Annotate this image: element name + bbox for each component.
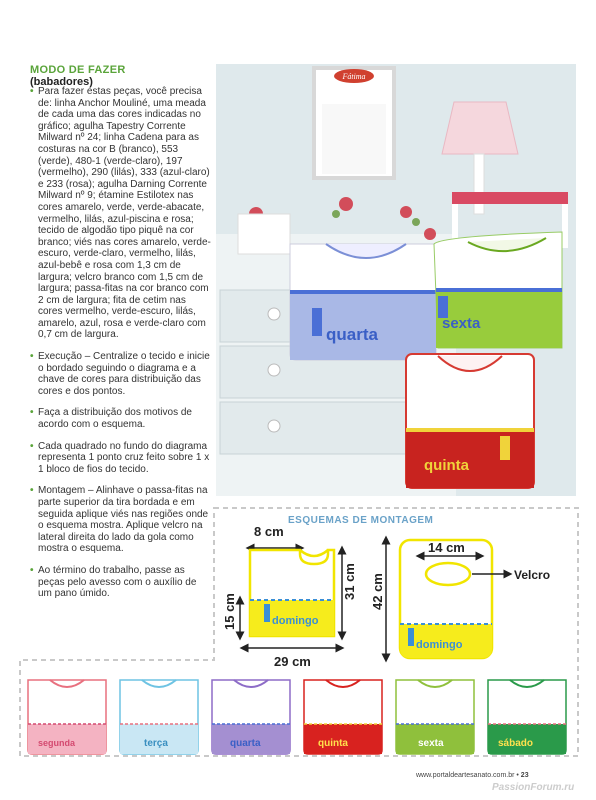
bib-segunda <box>28 680 106 754</box>
bib-quinta <box>304 680 382 754</box>
section-title: MODO DE FAZER <box>30 64 126 76</box>
bibs-row <box>26 676 576 756</box>
instruction-materials: • Para fazer estas peças, você precisa de: linha Anchor Mouliné, uma meada de cada uma das cores indicadas no gráfico; agulha Tapestry Corrente Milward nº 24; linha Cadena para as costuras na cor B (branco), 553 (verde), 480-1 (verde-claro), 197 (vermelho), 290 (lilás), 333 (azul-claro) e 233 (rosa); agulha Darning Corrente Milward nº 9; étamine Estilotex nas cores amarelo, verde, verde-abacate, vermelho, lilás, azul-piscina e rosa; tecido de algodão tipo piquê na cor branco; viés nas cores amarelo, verde-escuro, verde-claro, vermelho, lilás, azul-bebê e rosa com 1,3 cm de largura; velcro branco com 1,5 cm de largura; passa-fitas na cor branco com 2 cm de largura; fita de cetim nas cores vermelho, verde-escuro, lilás, amarelo, azul, rosa e verde-claro com 0,7 cm de largura. <box>30 86 212 341</box>
footer-site: www.portaldeartesanato.com.br <box>416 772 515 779</box>
section-subtitle: (babadores) <box>30 76 93 88</box>
bib-word-terca: terça <box>144 738 168 749</box>
instruction-assembly: • Montagem – Alinhave o passa-fitas na parte superior da tira bordada e em seguida aplique viés nas regiões onde o esquema mostra. Aplique velcro na lateral direita do lado da gola como mostra o esquema. <box>30 485 212 555</box>
bibs-row-svg <box>26 676 576 756</box>
scheme-sample-word-back: domingo <box>416 639 463 651</box>
bib-quarta <box>212 680 290 754</box>
band-height-label: 15 cm <box>222 593 237 630</box>
photo-bib-word-sexta: sexta <box>442 315 481 332</box>
bib-terca <box>120 680 198 754</box>
bib-word-quinta: quinta <box>318 738 348 749</box>
photo-bib-word-quinta: quinta <box>424 457 469 474</box>
bib-word-sabado: sábado <box>498 738 534 749</box>
velcro-width-label: 14 cm <box>428 540 465 555</box>
page-footer: www.portaldeartesanato.com.br • 23 <box>416 772 529 779</box>
total-height-label: 42 cm <box>370 573 385 610</box>
watermark: PassionForum.ru <box>492 782 575 793</box>
page-number: 23 <box>520 772 529 779</box>
sign-text: Fátima <box>342 72 366 81</box>
velcro-label: Velcro <box>514 568 551 582</box>
instruction-execution: • Execução – Centralize o tecido e inicie o bordado seguindo o diagrama e a chave de cores para distribuição das cores e dos pontos. <box>30 351 212 397</box>
total-width-label: 29 cm <box>274 654 311 668</box>
bib-word-segunda: segunda <box>38 738 76 748</box>
body-height-label: 31 cm <box>342 563 357 600</box>
instruction-grid: • Cada quadrado no fundo do diagrama representa 1 ponto cruz feito sobre 1 x 1 bloco de fios do tecido. <box>30 441 212 476</box>
bib-sexta <box>396 680 474 754</box>
instruction-finish: • Ao término do trabalho, passe as peças pelo avesso com o auxílio de um pano úmido. <box>30 565 212 600</box>
bib-word-sexta: sexta <box>418 738 444 749</box>
photo-bib-word-quarta: quarta <box>326 325 378 344</box>
instruction-distribution: • Faça a distribuição dos motivos de acordo com o esquema. <box>30 407 212 430</box>
scheme-diagram-back <box>364 530 574 670</box>
bib-sabado <box>488 680 566 754</box>
collar-width-label: 8 cm <box>254 524 284 539</box>
scheme-sample-word: domingo <box>272 615 319 627</box>
schemes-title: ESQUEMAS DE MONTAGEM <box>288 515 434 526</box>
bib-word-quarta: quarta <box>230 738 261 749</box>
